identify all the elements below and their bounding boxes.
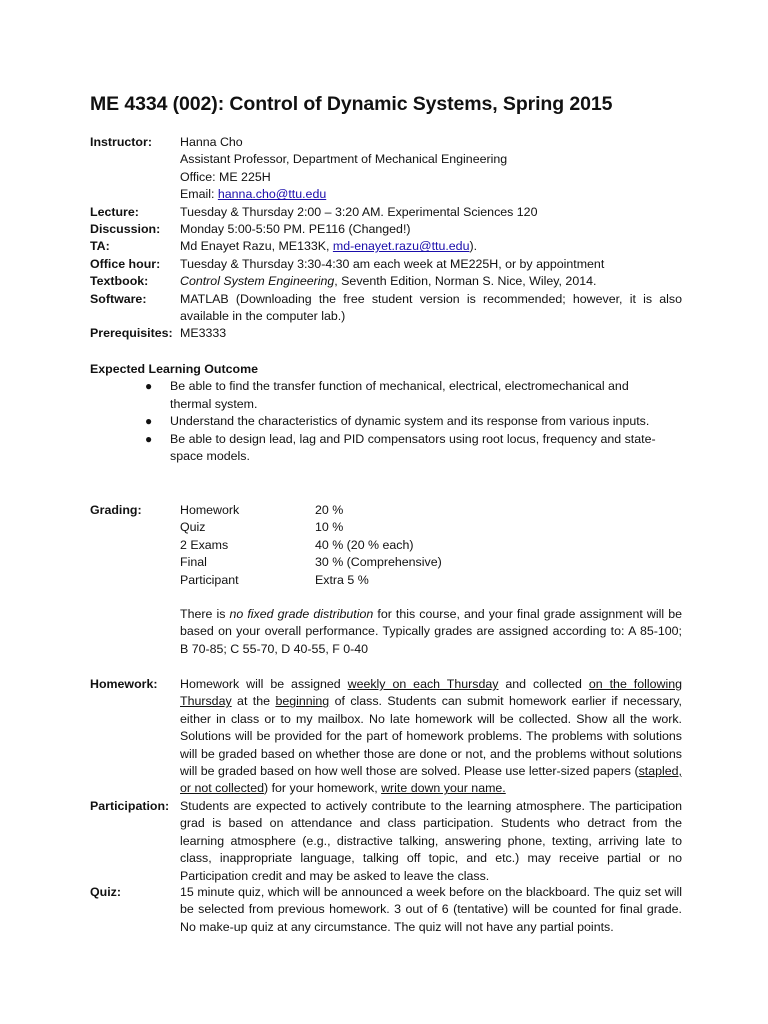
office-hour-value: Tuesday & Thursday 3:30-4:30 am each week at ME225H, or by appointment [180,256,605,271]
ta-value [180,238,682,255]
grading-weight: Extra 5 % [315,572,369,587]
quiz-section [90,884,682,936]
textbook-title: Control System Engineering [180,274,335,289]
instructor-position: Assistant Professor, Department of Mechanical Engineering [180,152,508,167]
bullet-icon: ● [145,379,153,394]
instructor-office: Office: ME 225H [180,169,271,184]
prerequisites-value: ME3333 [180,326,227,341]
textbook-details: , Seventh Edition, Norman S. Nice, Wiley, 2014. [334,274,597,289]
course-info [90,134,682,343]
email-prefix: Email: [180,187,218,202]
participation-section [90,798,682,885]
grading-note: There is no fixed grade distribution for this course, and your final grade assignment will be based on your overall performance. Typically grades are assigned according to: A 85-100; B 70-85; C 55-70, D 40-55, F 0-40 [180,607,682,656]
grading-item: Participant [180,572,239,587]
grading-item: Homework [180,503,240,517]
instructor-email-line [180,186,682,203]
outcome-item: ● Understand the characteristics of dynamic system and its response from various inputs. [90,413,682,430]
learning-outcome-heading: Expected Learning Outcome [90,362,258,376]
grading-weight: 30 % (Comprehensive) [315,555,442,570]
software-label: Software: [90,291,147,306]
prerequisites-row [90,325,682,342]
grading-label: Grading: [90,503,142,517]
participation-text: Students are expected to actively contribute to the learning atmosphere. The participation grad is based on attendance and class participation. Students who detract from the learning atmosphere (e.g., distractive talking, answering phone, texting, arriving late to class, inappropriate language, talking off topic, and etc.) may receive partial or no Participation credit and may be asked to leave the class. [180,799,682,883]
homework-label: Homework: [90,677,158,691]
outcome-list [90,378,682,465]
bullet-icon: ● [145,431,153,446]
grading-weight: 40 % (20 % each) [315,537,414,552]
instructor-row [90,134,682,204]
bullet-icon: ● [145,414,153,429]
outcome-item: ● Be able to find the transfer function of mechanical, electrical, electromechanical and thermal system. [145,379,629,411]
discussion-value: Monday 5:00-5:50 PM. PE116 (Changed!) [180,222,411,237]
lecture-row [90,204,682,221]
grading-section [90,502,682,658]
instructor-label: Instructor: [90,135,152,149]
office-hour-row [90,256,682,273]
discussion-label: Discussion: [90,222,161,237]
homework-text: Homework will be assigned weekly on each Thursday and collected on the following Thursday at the beginning of class. Students can submit homework earlier if necessary, either in class or to my mailbox. No late homework will be collected. Show all the work. Solutions will be provided for the part of homework problems. The problems with solutions will be graded based on whether those are done or not, and the problems without solutions will be graded based on how well those are solved. Please use letter-sized papers (stapled, or not collected) for your homework, write down your name. [180,677,683,796]
grading-item: 2 Exams [180,537,229,552]
software-row [90,291,682,326]
outcome-item: ● Be able to design lead, lag and PID compensators using root locus, frequency and state-space models. [145,431,656,464]
textbook-label: Textbook: [90,274,149,289]
page-title: ME 4334 (002): Control of Dynamic Systems, Spring 2015 [90,93,613,115]
lecture-value: Tuesday & Thursday 2:00 – 3:20 AM. Experimental Sciences 120 [180,204,538,219]
grading-item: Quiz [180,520,206,535]
quiz-text: 15 minute quiz, which will be announced a week before on the blackboard. The quiz set will be selected from previous homework. 3 out of 6 (tentative) will be counted for final grade. No make-up quiz at any circumstance. The quiz will not have any partial points. [180,885,682,934]
ta-row [90,238,682,255]
instructor-name: Hanna Cho [180,135,243,149]
textbook-row [90,273,682,290]
lecture-label: Lecture: [90,204,139,219]
ta-email-link[interactable]: md-enayet.razu@ttu.edu [332,239,470,254]
quiz-label: Quiz: [90,885,121,899]
grading-table [180,502,682,589]
instructor-email-link[interactable]: hanna.cho@ttu.edu [217,187,327,202]
grading-weight: 20 % [315,503,344,517]
discussion-row [90,221,682,238]
grading-item: Final [180,555,207,570]
office-hour-label: Office hour: [90,256,161,271]
grading-weight: 10 % [315,520,344,535]
ta-suffix: ). [469,239,478,254]
prerequisites-label: Prerequisites: [90,326,173,341]
software-value: MATLAB (Downloading the free student version is recommended; however, it is also available in the computer lab.) [180,291,682,324]
learning-outcome-section [90,361,682,465]
textbook-value [180,273,682,290]
ta-label: TA: [90,239,110,254]
homework-section [90,676,682,798]
participation-label: Participation: [90,799,170,813]
ta-name: Md Enayet Razu, ME133K, [180,239,333,254]
instructor-details [180,134,682,204]
